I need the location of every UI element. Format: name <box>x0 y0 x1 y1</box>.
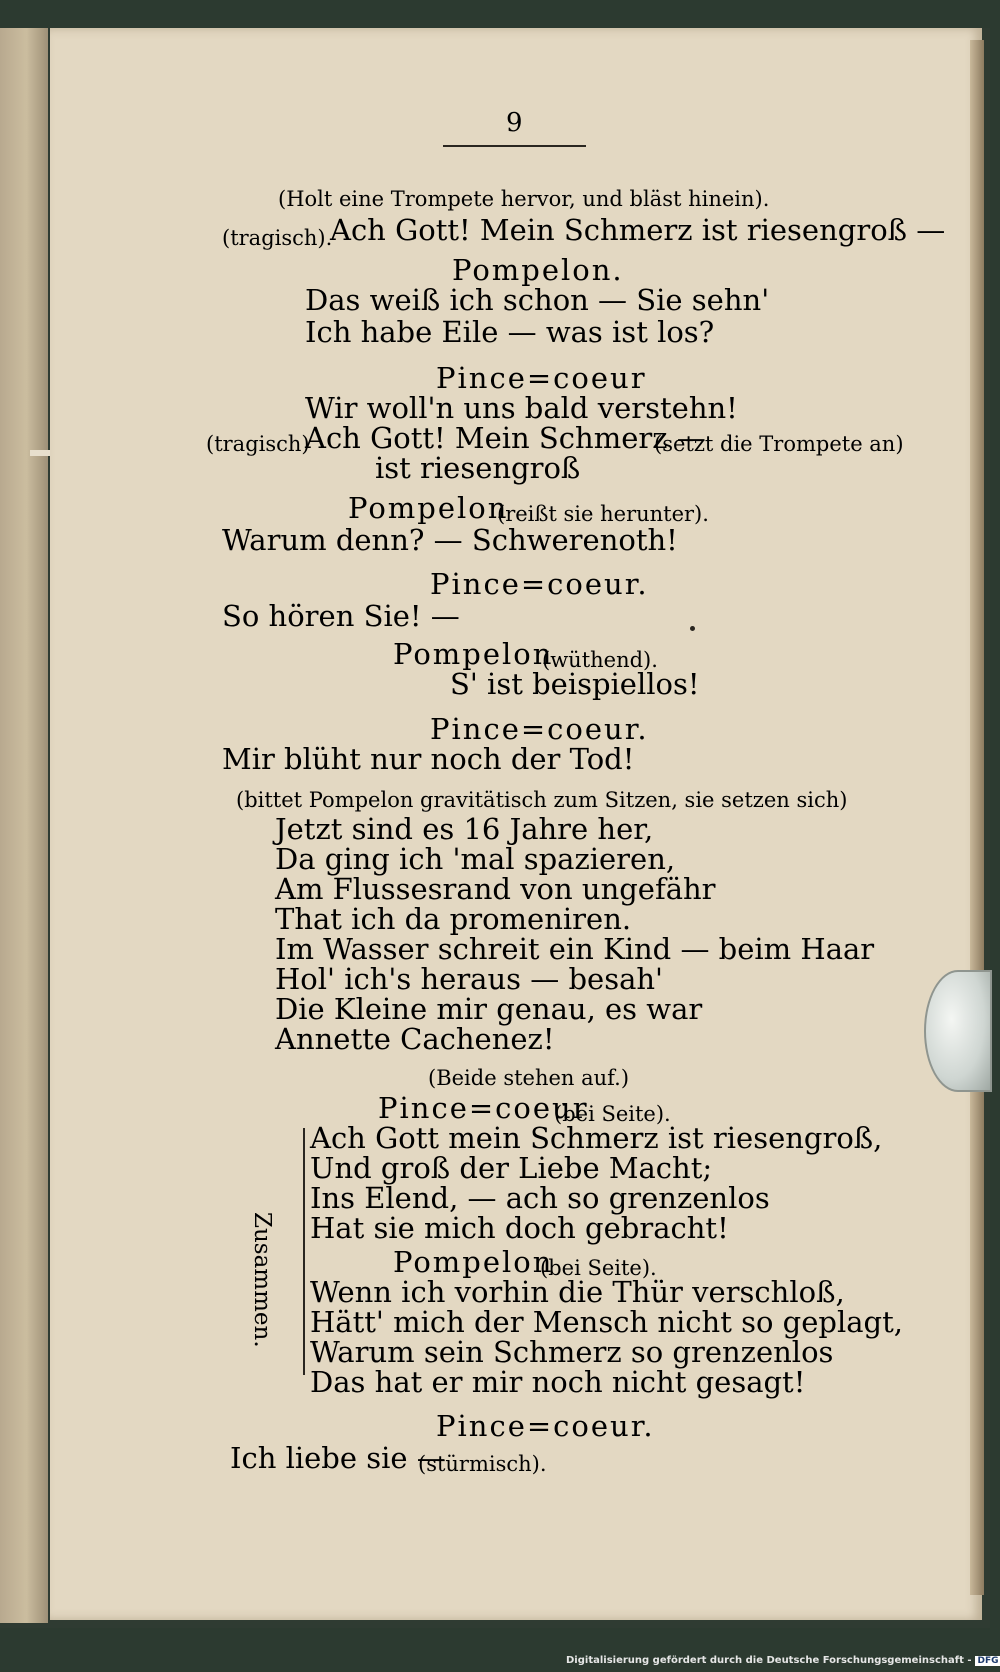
verse-line: That ich da promeniren. <box>275 902 632 936</box>
verse-line: Jetzt sind es 16 Jahre her, <box>275 812 654 846</box>
stage-direction: (Beide stehen auf.) <box>428 1066 630 1090</box>
dfg-logo: DFG <box>975 1656 1000 1666</box>
verse-line: Ach Gott! Mein Schmerz — <box>305 421 706 455</box>
verse-line: Die Kleine mir genau, es war <box>275 992 703 1026</box>
verse-line: So hören Sie! — <box>222 599 460 633</box>
verse-line: Ins Elend, — ach so grenzenlos <box>310 1181 770 1215</box>
verse-line: Das hat er mir noch nicht gesagt! <box>310 1365 806 1399</box>
together-label: Zusammen. <box>249 1212 275 1348</box>
verse-line: Hätt' mich der Mensch nicht so geplagt, <box>310 1305 903 1339</box>
speaker-name: Pince=coeur. <box>430 567 649 601</box>
ink-dot <box>690 626 695 631</box>
verse-line: Warum sein Schmerz so grenzenlos <box>310 1335 834 1369</box>
speaker-name: Pince=coeur <box>378 1091 589 1125</box>
together-brace <box>303 1128 309 1375</box>
stage-direction: (setzt die Trompete an) <box>654 432 904 456</box>
verse-line: Warum denn? — Schwerenoth! <box>222 523 678 557</box>
footer-text: Digitalisierung gefördert durch die Deutsche Forschungsgemeinschaft - <box>566 1655 972 1666</box>
verse-line: ist riesengroß <box>375 451 581 485</box>
verse-line: Hol' ich's heraus — besah' <box>275 962 664 996</box>
page-clip <box>924 970 992 1092</box>
speaker-name: Pompelon. <box>452 253 624 287</box>
stage-direction: (Holt eine Trompete hervor, und bläst hinein). <box>278 187 770 211</box>
verse-line: Annette Cachenez! <box>275 1022 555 1056</box>
stage-direction: (bei Seite). <box>540 1256 657 1280</box>
verse-line: Ich habe Eile — was ist los? <box>305 315 715 349</box>
speaker-name: Pompelon <box>393 1245 554 1279</box>
verse-line: Hat sie mich doch gebracht! <box>310 1211 729 1245</box>
verse-line: Das weiß ich schon — Sie sehn' <box>305 283 770 317</box>
stage-direction: (tragisch). <box>222 226 333 250</box>
speaker-name: Pince=coeur. <box>436 1409 655 1443</box>
speaker-name: Pompelon <box>348 491 509 525</box>
speaker-name: Pince=coeur <box>436 361 647 395</box>
page-number: 9 <box>506 108 523 138</box>
speaker-name: Pince=coeur. <box>430 712 649 746</box>
stage-direction: (tragisch) <box>206 432 310 456</box>
verse-line: Ach Gott! Mein Schmerz ist riesengroß — <box>330 213 946 247</box>
digitization-footer <box>566 1655 1000 1666</box>
speaker-name: Pompelon <box>393 637 554 671</box>
stage-direction: (bittet Pompelon gravitätisch zum Sitzen, sie setzen sich) <box>236 788 848 812</box>
verse-line: Und groß der Liebe Macht; <box>310 1151 713 1185</box>
stage-direction: (bei Seite). <box>554 1102 671 1126</box>
verse-line: Am Flussesrand von ungefähr <box>275 872 716 906</box>
verse-line: Wir woll'n uns bald verstehn! <box>305 391 738 425</box>
verse-line: Ach Gott mein Schmerz ist riesengroß, <box>310 1121 883 1155</box>
stage-direction: (wüthend). <box>542 648 658 672</box>
verse-line: Mir blüht nur noch der Tod! <box>222 742 635 776</box>
verse-line: Wenn ich vorhin die Thür verschloß, <box>310 1275 845 1309</box>
header-rule <box>443 145 586 147</box>
stage-direction: (reißt sie herunter). <box>497 502 709 526</box>
left-page-edge <box>0 28 48 1623</box>
verse-line: S' ist beispiellos! <box>450 667 700 701</box>
stage-direction: (stürmisch). <box>418 1452 547 1476</box>
page-stack-edge <box>970 40 984 1595</box>
verse-line: Ich liebe sie — <box>230 1441 446 1475</box>
verse-line: Da ging ich 'mal spazieren, <box>275 842 676 876</box>
verse-line: Im Wasser schreit ein Kind — beim Haar <box>275 932 875 966</box>
